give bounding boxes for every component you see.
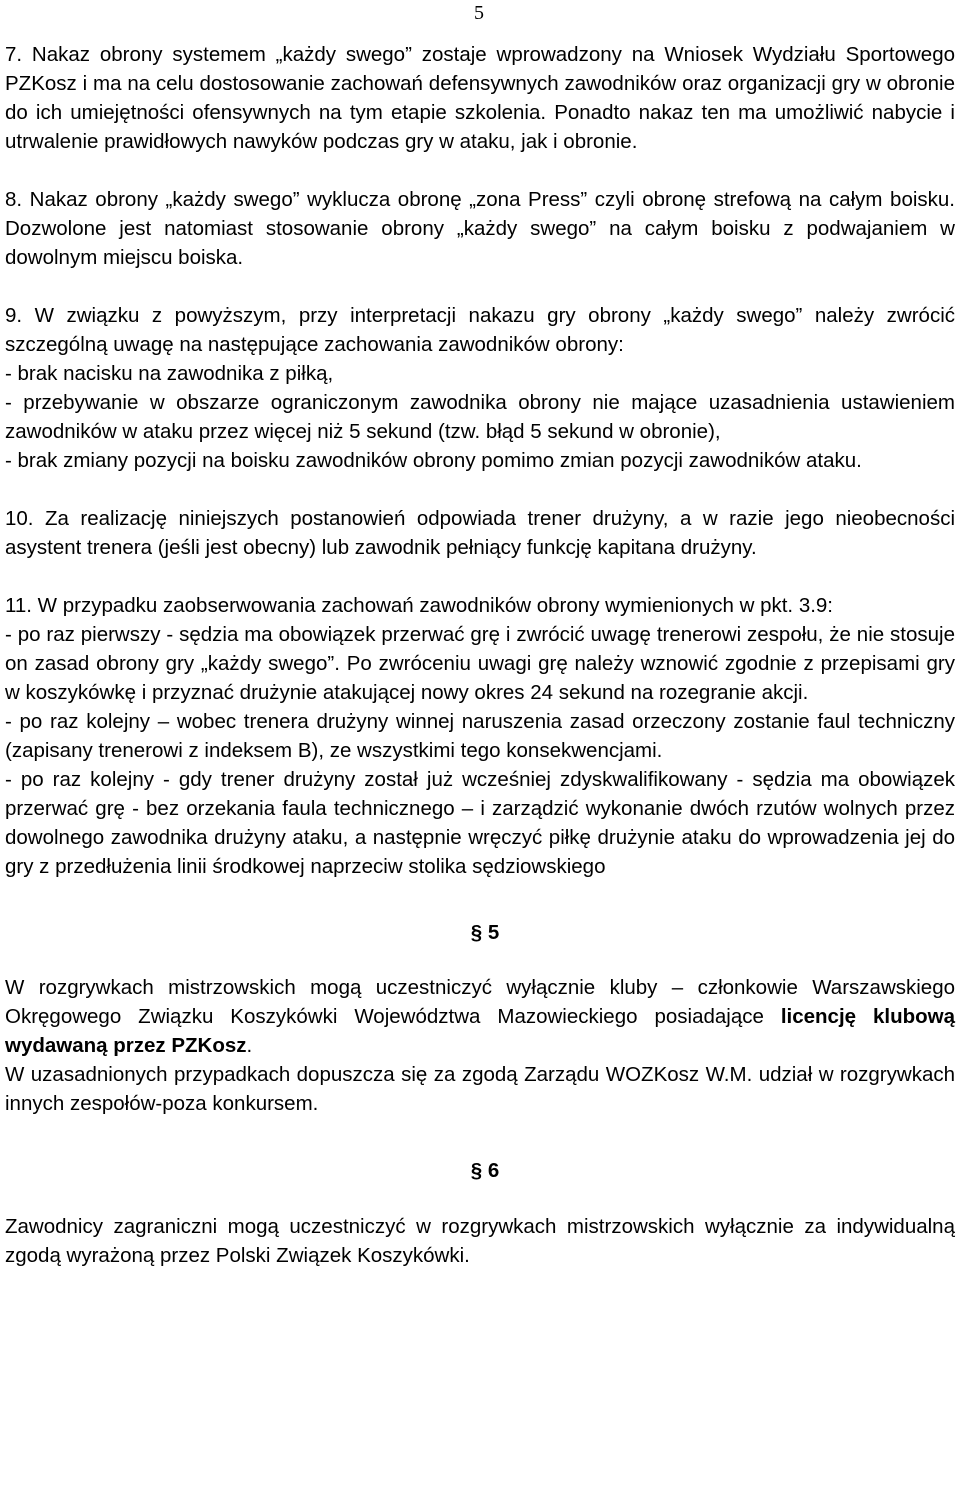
paragraph-11 [5, 591, 955, 881]
paragraph-11-item-1: - po raz pierwszy - sędzia ma obowiązek przerwać grę i zwrócić uwagę trenerowi zespołu, że nie stosuje on zasad obrony gry „każdy swego”. Po zwróceniu uwagi grę należy wznowić zgodnie z przepisami gry w koszykówkę i przyznać drużynie atakującej nowy okres 24 sekund na rozegranie akcji. [5, 623, 955, 704]
section-5-paragraph-1 [5, 973, 955, 1060]
section-5-text-start: W rozgrywkach mistrzowskich mogą uczestniczyć wyłącznie kluby – członkowie Warszawskiego Okręgowego Związku Koszykówki Województwa Mazowieckiego posiadające [5, 976, 955, 1028]
paragraph-9-item-3: - brak zmiany pozycji na boisku zawodników obrony pomimo zmian pozycji zawodników ataku. [5, 449, 862, 472]
section-5-heading: § 5 [470, 921, 500, 944]
paragraph-9 [5, 301, 955, 475]
section-5-text-end: . [246, 1034, 253, 1057]
paragraph-11-intro: 11. W przypadku zaobserwowania zachowań zawodników obrony wymienionych w pkt. 3.9: [5, 594, 834, 617]
paragraph-11-item-2: - po raz kolejny – wobec trenera drużyny winnej naruszenia zasad orzeczony zostanie faul techniczny (zapisany trenerowi z indeksem B), ze wszystkimi tego konsekwencjami. [5, 710, 955, 762]
section-6-paragraph-1: Zawodnicy zagraniczni mogą uczestniczyć w rozgrywkach mistrzowskich wyłącznie za indywidualną zgodą wyrażoną przez Polski Związek Koszykówki. [5, 1215, 955, 1267]
paragraph-11-item-3: - po raz kolejny - gdy trener drużyny został już wcześniej zdyskwalifikowany - sędzia ma obowiązek przerwać grę - bez orzekania faula technicznego – i zarządzić wykonanie dwóch rzutów wolnych przez dowolnego zawodnika drużyny ataku, a następnie wręczyć piłkę drużynie ataku do wprowadzenia jej do gry z przedłużenia linii środkowej naprzeciw stolika sędziowskiego [5, 768, 955, 878]
paragraph-9-item-2: - przebywanie w obszarze ograniczonym zawodnika obrony nie mające uzasadnienia ustawieniem zawodników w ataku przez więcej niż 5 sekund (tzw. błąd 5 sekund w obronie), [5, 391, 955, 443]
paragraph-9-intro: 9. W związku z powyższym, przy interpretacji nakazu gry obrony „każdy swego” należy zwrócić szczególną uwagę na następujące zachowania zawodników obrony: [5, 304, 955, 356]
paragraph-7: 7. Nakaz obrony systemem „każdy swego” zostaje wprowadzony na Wniosek Wydziału Sportowego PZKosz i ma na celu dostosowanie zachowań defensywnych zawodników oraz organizacji gry w obronie do ich umiejętności ofensywnych na tym etapie szkolenia. Ponadto nakaz ten ma umożliwić nabycie i utrwalenie prawidłowych nawyków podczas gry w ataku, jak i obronie. [5, 43, 955, 153]
section-5-paragraph-2: W uzasadnionych przypadkach dopuszcza się za zgodą Zarządu WOZKosz W.M. udział w rozgrywkach innych zespołów-poza konkursem. [5, 1063, 955, 1115]
paragraph-9-item-1: - brak nacisku na zawodnika z piłką, [5, 362, 334, 385]
section-6-heading: § 6 [470, 1159, 500, 1182]
paragraph-8: 8. Nakaz obrony „każdy swego” wyklucza obronę „zona Press” czyli obronę strefową na całym boisku. Dozwolone jest natomiast stosowanie obrony „każdy swego” na całym boisku z podwajaniem w dowolnym miejscu boiska. [5, 188, 955, 269]
document-body [5, 40, 955, 1270]
paragraph-10: 10. Za realizację niniejszych postanowień odpowiada trener drużyny, a w razie jego nieobecności asystent trenera (jeśli jest obecny) lub zawodnik pełniący funkcję kapitana drużyny. [5, 507, 955, 559]
license-requirement: licencję klubową wydawaną przez PZKosz [5, 1005, 955, 1057]
page-number: 5 [474, 2, 484, 24]
